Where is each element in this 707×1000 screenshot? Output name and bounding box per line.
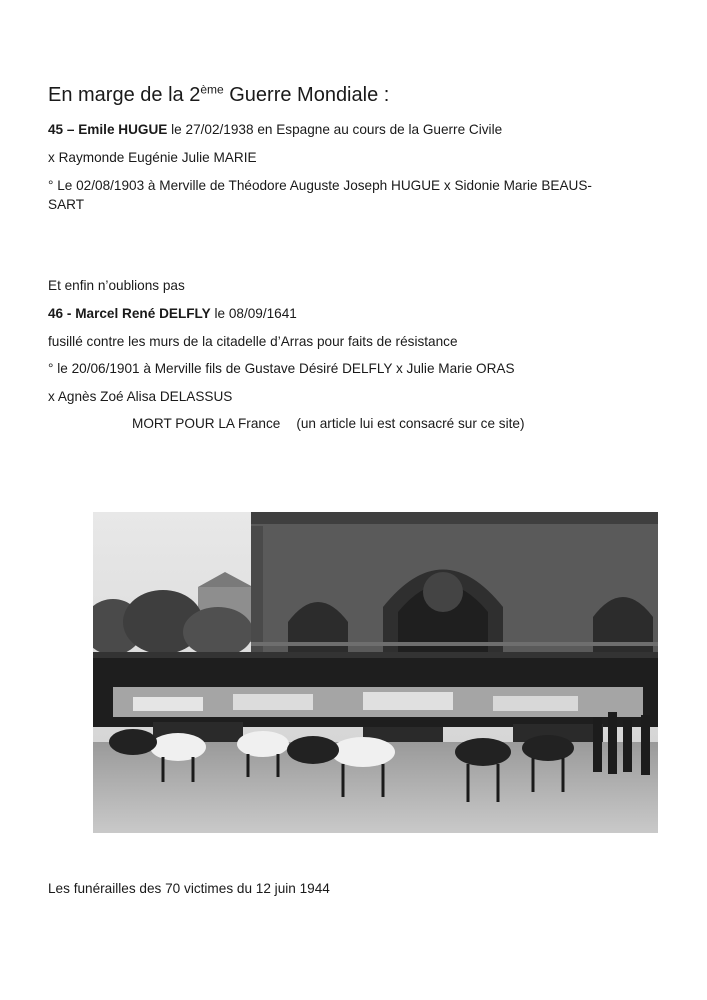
funeral-photo-image [93,512,658,833]
mort-pour-la-france: MORT POUR LA France [132,416,281,431]
entry-46-death: le 08/09/1641 [210,306,297,321]
entry-46-birth: ° le 20/06/1901 à Merville fils de Gustave Désiré DELFLY x Julie Marie ORAS [48,361,515,376]
funeral-photo [93,512,658,833]
page-heading [48,84,389,107]
entry-45-spouse: x Raymonde Eugénie Julie MARIE [48,150,257,165]
entry-46-mention [132,415,525,433]
entry-45-birth-continued: SART [48,197,85,212]
heading-superscript: ème [200,82,224,97]
entry-46-name: 46 - Marcel René DELFLY [48,306,211,321]
article-note: (un article lui est consacré sur ce site) [296,416,525,431]
entry-46-execution: fusillé contre les murs de la citadelle d’Arras pour faits de résistance [48,334,458,349]
heading-text: En marge de la 2 [48,84,201,106]
entry-45-title [48,121,502,139]
entry-45-name: 45 – Emile HUGUE [48,122,168,137]
entry-45-birth: ° Le 02/08/1903 à Merville de Théodore Auguste Joseph HUGUE x Sidonie Marie BEAUS- [48,178,592,193]
photo-caption: Les funérailles des 70 victimes du 12 juin 1944 [48,881,330,896]
entry-46-spouse: x Agnès Zoé Alisa DELASSUS [48,389,233,404]
entry-45-death: le 27/02/1938 en Espagne au cours de la Guerre Civile [167,122,503,137]
heading-text-end: Guerre Mondiale : [223,84,390,106]
intro-text: Et enfin n’oublions pas [48,278,185,293]
entry-46-title [48,305,297,323]
